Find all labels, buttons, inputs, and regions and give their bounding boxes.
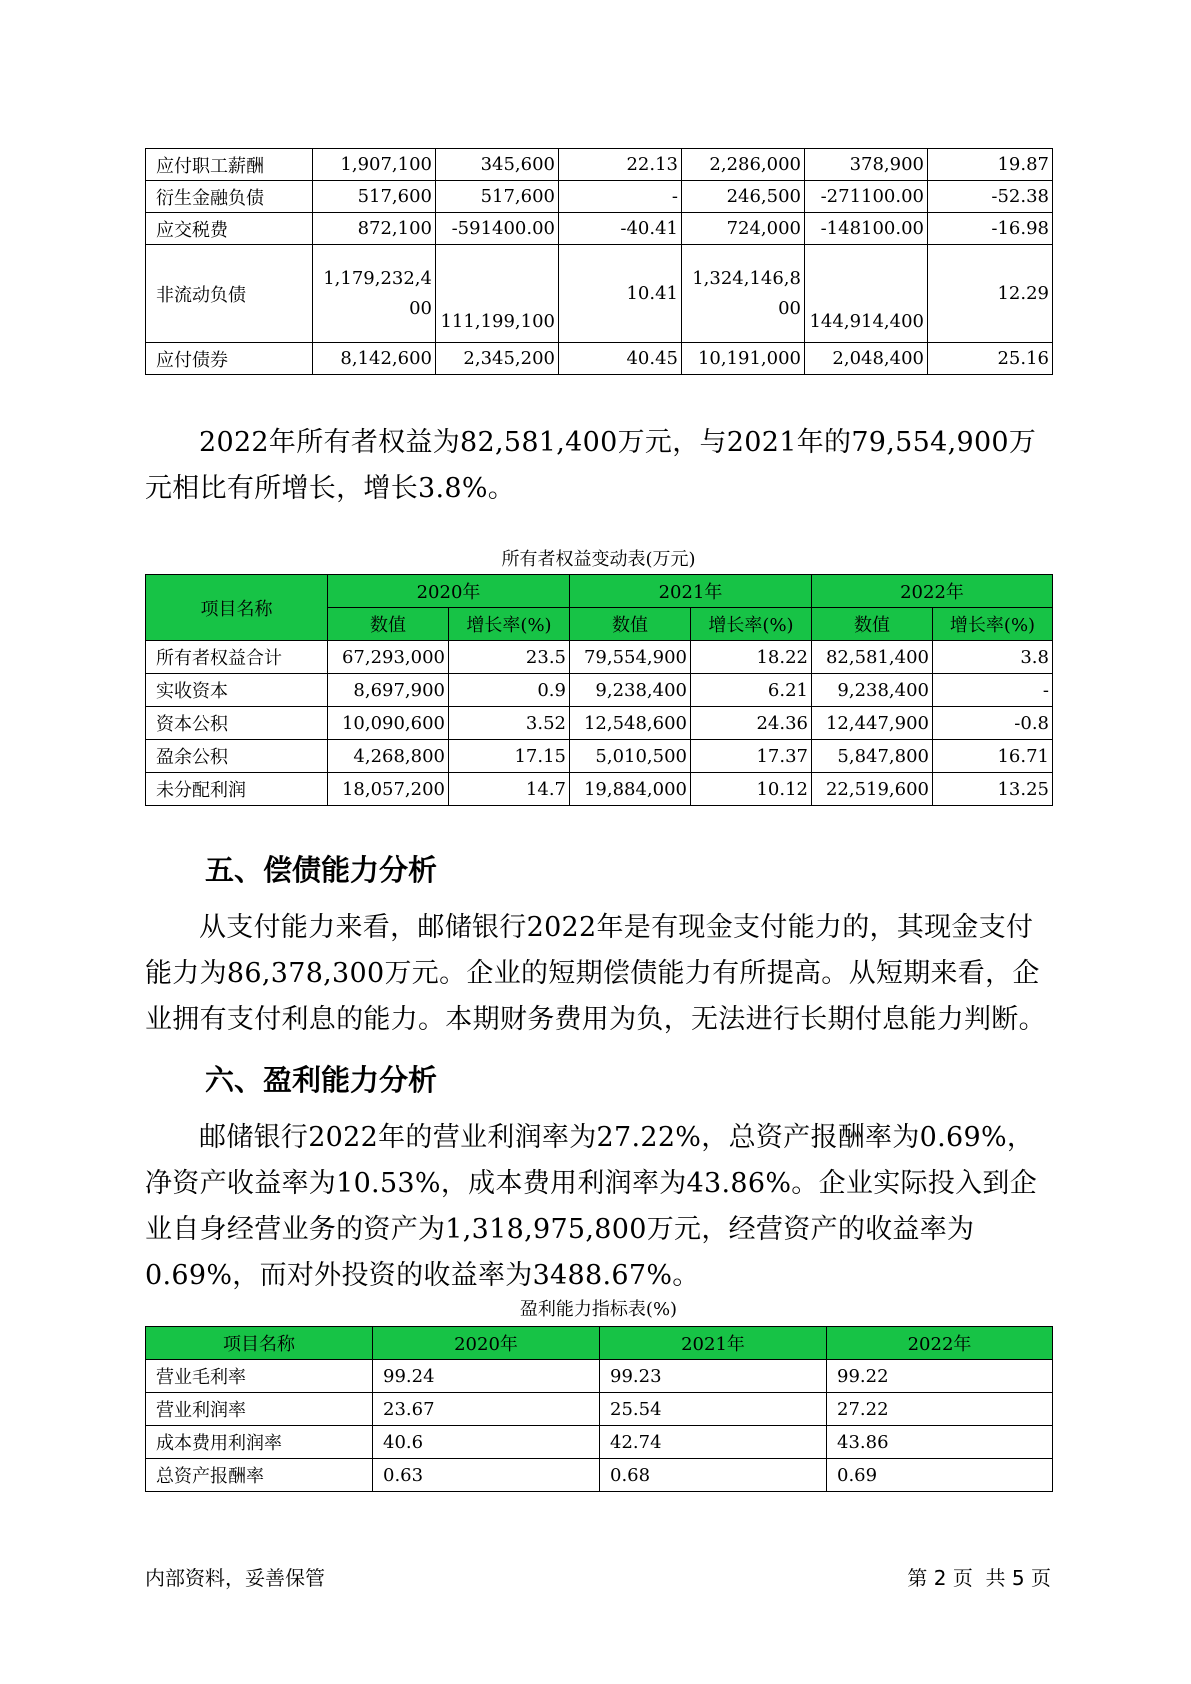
- section-heading-solvency: 五、偿债能力分析: [205, 853, 438, 887]
- row-label: 所有者权益合计: [146, 641, 328, 674]
- cell: 99.24: [373, 1360, 600, 1393]
- cell: 1,907,100: [313, 149, 436, 181]
- cell: 19.87: [928, 149, 1053, 181]
- cell: 4,268,800: [328, 740, 449, 773]
- header-year: 2021年: [600, 1327, 827, 1360]
- row-label: 应交税费: [146, 213, 313, 245]
- cell: -: [559, 181, 682, 213]
- header-value: 数值: [570, 608, 691, 641]
- cell: 872,100: [313, 213, 436, 245]
- cell-line: 00: [778, 297, 801, 319]
- equity-paragraph: 2022年所有者权益为82,581,400万元，与2021年的79,554,900万元相比有所增长，增长3.8%。: [145, 427, 1037, 504]
- cell: 517,600: [436, 181, 559, 213]
- cell: 3.8: [933, 641, 1053, 674]
- table-row: [146, 343, 1053, 375]
- row-label: 应付职工薪酬: [146, 149, 313, 181]
- profit-table-caption: 盈利能力指标表(%): [519, 1299, 678, 1320]
- header-project-name: 项目名称: [146, 1327, 373, 1360]
- cell: 23.5: [449, 641, 570, 674]
- cell: 40.45: [559, 343, 682, 375]
- cell: 17.37: [691, 740, 812, 773]
- table-row: [146, 213, 1053, 245]
- table-row: [146, 1360, 1053, 1393]
- cell: 517,600: [313, 181, 436, 213]
- cell: 8,697,900: [328, 674, 449, 707]
- cell: 10,191,000: [682, 343, 805, 375]
- cell: 724,000: [682, 213, 805, 245]
- cell-line: 1,324,146,8: [692, 267, 801, 289]
- cell: 27.22: [827, 1393, 1053, 1426]
- cell: 9,238,400: [570, 674, 691, 707]
- cell: -52.38: [928, 181, 1053, 213]
- cell: 25.54: [600, 1393, 827, 1426]
- header-value: 数值: [812, 608, 933, 641]
- row-label: 盈余公积: [146, 740, 328, 773]
- section-heading-profitability: 六、盈利能力分析: [205, 1063, 438, 1097]
- cell: 378,900: [805, 149, 928, 181]
- cell: 10.12: [691, 773, 812, 806]
- row-label: 营业利润率: [146, 1393, 373, 1426]
- cell: 13.25: [933, 773, 1053, 806]
- cell: 99.22: [827, 1360, 1053, 1393]
- cell: 25.16: [928, 343, 1053, 375]
- cell: 19,884,000: [570, 773, 691, 806]
- cell: 8,142,600: [313, 343, 436, 375]
- cell: 0.63: [373, 1459, 600, 1492]
- cell-line: 00: [409, 297, 432, 319]
- header-growth: 增长率(%): [933, 608, 1053, 641]
- row-label: 未分配利润: [146, 773, 328, 806]
- cell: 2,345,200: [436, 343, 559, 375]
- cell: 14.7: [449, 773, 570, 806]
- row-label: 营业毛利率: [146, 1360, 373, 1393]
- cell: [682, 245, 805, 343]
- cell: 10.41: [559, 245, 682, 343]
- row-label: 总资产报酬率: [146, 1459, 373, 1492]
- header-value: 数值: [328, 608, 449, 641]
- cell: 43.86: [827, 1426, 1053, 1459]
- cell: 10,090,600: [328, 707, 449, 740]
- cell: 5,010,500: [570, 740, 691, 773]
- cell: 79,554,900: [570, 641, 691, 674]
- cell: 22,519,600: [812, 773, 933, 806]
- cell: 2,048,400: [805, 343, 928, 375]
- table-row: [146, 1426, 1053, 1459]
- cell: 2,286,000: [682, 149, 805, 181]
- cell: 18.22: [691, 641, 812, 674]
- table-row: [146, 674, 1053, 707]
- header-year: 2022年: [812, 575, 1053, 608]
- cell: 40.6: [373, 1426, 600, 1459]
- table-row: [146, 740, 1053, 773]
- cell: -591400.00: [436, 213, 559, 245]
- cell: 17.15: [449, 740, 570, 773]
- table-row: [146, 245, 1053, 343]
- cell: -: [933, 674, 1053, 707]
- cell: 23.67: [373, 1393, 600, 1426]
- table-row: [146, 773, 1053, 806]
- cell: 144,914,400: [805, 245, 928, 343]
- cell: 0.69: [827, 1459, 1053, 1492]
- cell: -0.8: [933, 707, 1053, 740]
- cell: 22.13: [559, 149, 682, 181]
- cell: 0.9: [449, 674, 570, 707]
- header-project-name: 项目名称: [146, 575, 328, 641]
- row-label: 实收资本: [146, 674, 328, 707]
- cell: 42.74: [600, 1426, 827, 1459]
- table-row: [146, 641, 1053, 674]
- cell: 12,447,900: [812, 707, 933, 740]
- header-year: 2020年: [328, 575, 570, 608]
- table-row: [146, 707, 1053, 740]
- cell: 82,581,400: [812, 641, 933, 674]
- liabilities-table: [145, 148, 1053, 375]
- table-row: [146, 149, 1053, 181]
- profitability-paragraph: 邮储银行2022年的营业利润率为27.22%，总资产报酬率为0.69%，净资产收益率为10.53%，成本费用利润率为43.86%。企业实际投入到企业自身经营业务的资产为1,318,975,800万元，经营资产的收益率为0.69%，而对外投资的收益率为3488.67%。: [145, 1122, 1037, 1291]
- cell: 3.52: [449, 707, 570, 740]
- cell: 12,548,600: [570, 707, 691, 740]
- cell: 6.21: [691, 674, 812, 707]
- equity-table: [145, 574, 1053, 806]
- footer-confidential: 内部资料，妥善保管: [145, 1566, 325, 1590]
- cell: 111,199,100: [436, 245, 559, 343]
- table-header-row: [146, 575, 1053, 608]
- header-year: 2020年: [373, 1327, 600, 1360]
- header-year: 2022年: [827, 1327, 1053, 1360]
- cell: 16.71: [933, 740, 1053, 773]
- header-year: 2021年: [570, 575, 812, 608]
- cell-line: 1,179,232,4: [323, 267, 432, 289]
- cell: 24.36: [691, 707, 812, 740]
- cell: 18,057,200: [328, 773, 449, 806]
- footer-page-number: 第 2 页 共 5 页: [907, 1566, 1051, 1590]
- table-row: [146, 1393, 1053, 1426]
- row-label: 衍生金融负债: [146, 181, 313, 213]
- cell: 12.29: [928, 245, 1053, 343]
- cell: 9,238,400: [812, 674, 933, 707]
- cell: 99.23: [600, 1360, 827, 1393]
- cell: 67,293,000: [328, 641, 449, 674]
- row-label: 应付债券: [146, 343, 313, 375]
- cell: -16.98: [928, 213, 1053, 245]
- header-growth: 增长率(%): [449, 608, 570, 641]
- cell: 246,500: [682, 181, 805, 213]
- row-label: 非流动负债: [146, 245, 313, 343]
- cell: -40.41: [559, 213, 682, 245]
- table-row: [146, 181, 1053, 213]
- row-label: 成本费用利润率: [146, 1426, 373, 1459]
- row-label: 资本公积: [146, 707, 328, 740]
- cell: [313, 245, 436, 343]
- table-header-row: [146, 1327, 1053, 1360]
- cell: 5,847,800: [812, 740, 933, 773]
- header-growth: 增长率(%): [691, 608, 812, 641]
- cell: -148100.00: [805, 213, 928, 245]
- cell: -271100.00: [805, 181, 928, 213]
- cell: 345,600: [436, 149, 559, 181]
- table-row: [146, 1459, 1053, 1492]
- cell: 0.68: [600, 1459, 827, 1492]
- profit-table: [145, 1326, 1053, 1492]
- solvency-paragraph: 从支付能力来看，邮储银行2022年是有现金支付能力的，其现金支付能力为86,378,300万元。企业的短期偿债能力有所提高。从短期来看，企业拥有支付利息的能力。本期财务费用为负，无法进行长期付息能力判断。: [145, 912, 1046, 1035]
- equity-table-caption: 所有者权益变动表(万元): [501, 549, 696, 570]
